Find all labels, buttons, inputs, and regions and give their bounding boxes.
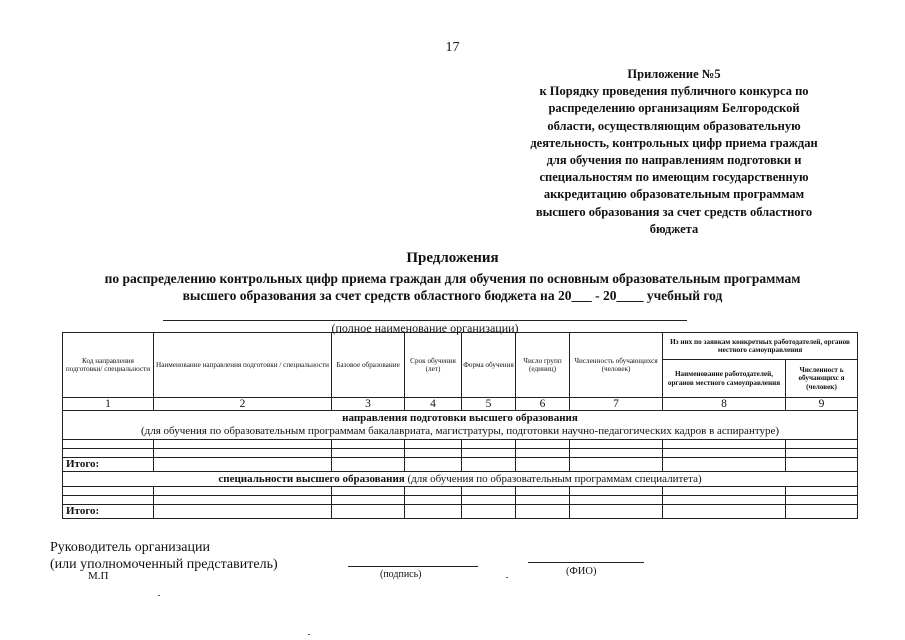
document-subtitle [40,270,865,304]
appendix-line: области, осуществляющим образовательную [547,118,801,133]
subtitle-line: по распределению контрольных цифр приема граждан для обучения по основным образовательным программам [104,271,801,286]
table-cell[interactable] [154,449,332,458]
table-cell[interactable] [570,487,663,496]
appendix-line: к Порядку проведения публичного конкурса по [539,84,809,99]
table-cell[interactable] [786,505,858,519]
table-cell[interactable] [332,496,405,505]
section1-title: направления подготовки высшего образования [342,412,578,424]
stamp-placeholder: М.П [88,570,109,582]
table-cell[interactable] [63,487,154,496]
appendix-line: специальностям по имеющим государственную [539,170,809,185]
table-cell[interactable] [786,458,858,472]
table-cell[interactable] [63,496,154,505]
table-cell[interactable] [516,449,570,458]
table-cell[interactable] [663,487,786,496]
signature-caption: (подпись) [380,569,422,580]
column-number: 3 [332,398,405,411]
signature-line [348,566,478,567]
table-cell[interactable] [154,496,332,505]
table-cell[interactable] [405,458,462,472]
table-cell[interactable] [462,440,516,449]
header-req-count: Численност ь обучающихс я (человек) [786,360,858,398]
table-cell[interactable] [63,449,154,458]
table-cell[interactable] [462,496,516,505]
column-number: 5 [462,398,516,411]
total-label: Итого: [63,458,154,472]
appendix-line: высшего образования за счет средств областного [535,204,813,219]
column-number: 9 [786,398,858,411]
table-cell[interactable] [786,449,858,458]
table-cell[interactable] [516,496,570,505]
table-cell[interactable] [332,440,405,449]
total-row [63,458,858,472]
total-row [63,505,858,519]
appendix-line: для обучения по направлениям подготовки и [546,153,802,168]
column-number: 1 [63,398,154,411]
header-form: Форма обучения [462,333,516,398]
column-number: 7 [570,398,663,411]
section2-title: специальности высшего образования [218,472,405,485]
scan-speck [158,595,160,596]
table-cell[interactable] [405,505,462,519]
header-base: Базовое образование [332,333,405,398]
table-cell[interactable] [462,458,516,472]
column-numbers-row [63,398,858,411]
table-cell[interactable] [154,505,332,519]
page-number: 17 [445,40,460,55]
signatory-block [50,539,278,573]
table-cell[interactable] [663,449,786,458]
appendix-line: аккредитацию образовательным программам [543,187,805,202]
fio-line [528,562,644,563]
table-cell[interactable] [516,487,570,496]
scan-speck [308,634,310,635]
header-requests: Из них по заявкам конкретных работодателей, органов местного самоуправления [663,333,858,360]
appendix-line: бюджета [649,221,699,236]
header-count: Численность обучающихся (человек) [570,333,663,398]
column-number: 4 [405,398,462,411]
table-cell[interactable] [405,440,462,449]
column-number: 2 [154,398,332,411]
appendix-line: деятельность, контрольных цифр приема граждан [530,135,818,150]
table-cell[interactable] [63,440,154,449]
table-cell[interactable] [154,458,332,472]
appendix-line: распределению организациям Белгородской [548,101,800,116]
table-cell[interactable] [462,505,516,519]
header-code: Код направления подготовки/ специальности [63,333,154,398]
header-row [63,333,858,360]
section1-heading [63,411,858,440]
table-cell[interactable] [663,440,786,449]
table-cell[interactable] [405,449,462,458]
table-cell[interactable] [663,505,786,519]
total-label: Итого: [63,505,154,519]
table-cell[interactable] [405,496,462,505]
table-cell[interactable] [332,449,405,458]
table-cell[interactable] [154,487,332,496]
table-cell[interactable] [516,458,570,472]
table-cell[interactable] [516,505,570,519]
signatory-note: (или уполномоченный представитель) [50,557,278,572]
table-cell[interactable] [332,487,405,496]
header-employers: Наименование работодателей, органов местного самоуправления [663,360,786,398]
section-row [63,411,858,440]
table-cell[interactable] [570,458,663,472]
table-cell[interactable] [786,440,858,449]
header-name: Наименование направления подготовки / специальности [154,333,332,398]
data-row [63,449,858,458]
table-cell[interactable] [570,505,663,519]
appendix-title: Приложение №5 [627,67,721,81]
table-cell[interactable] [405,487,462,496]
column-number: 8 [663,398,786,411]
section2-heading [63,472,858,487]
table-cell[interactable] [462,487,516,496]
signatory-title: Руководитель организации [50,540,210,555]
document-title: Предложения [406,250,499,266]
data-row [63,487,858,496]
data-row [63,440,858,449]
table-cell[interactable] [570,440,663,449]
table-cell[interactable] [570,449,663,458]
column-number: 6 [516,398,570,411]
appendix-header [498,66,850,238]
table-cell[interactable] [154,440,332,449]
table-cell[interactable] [570,496,663,505]
table-cell[interactable] [332,458,405,472]
proposal-table [62,332,858,519]
subtitle-line: высшего образования за счет средств областного бюджета на 20___ - 20____ учебный год [182,288,723,303]
table-cell[interactable] [462,449,516,458]
header-groups: Число групп (единиц) [516,333,570,398]
table-cell[interactable] [663,496,786,505]
table-cell[interactable] [332,505,405,519]
table-cell[interactable] [786,487,858,496]
fio-caption: (ФИО) [566,566,597,577]
section2-note: (для обучения по образовательным программам специалитета) [404,472,702,485]
table-cell[interactable] [786,496,858,505]
section-row [63,472,858,487]
table-cell[interactable] [663,458,786,472]
data-row [63,496,858,505]
scan-speck [506,577,508,578]
organization-caption: (полное наименование организации) [331,321,519,335]
table-cell[interactable] [516,440,570,449]
section1-note: (для обучения по образовательным программам бакалавриата, магистратуры, подготовки научно-педагогических кадров в аспирантуре) [140,425,780,437]
header-term: Срок обучения (лет) [405,333,462,398]
